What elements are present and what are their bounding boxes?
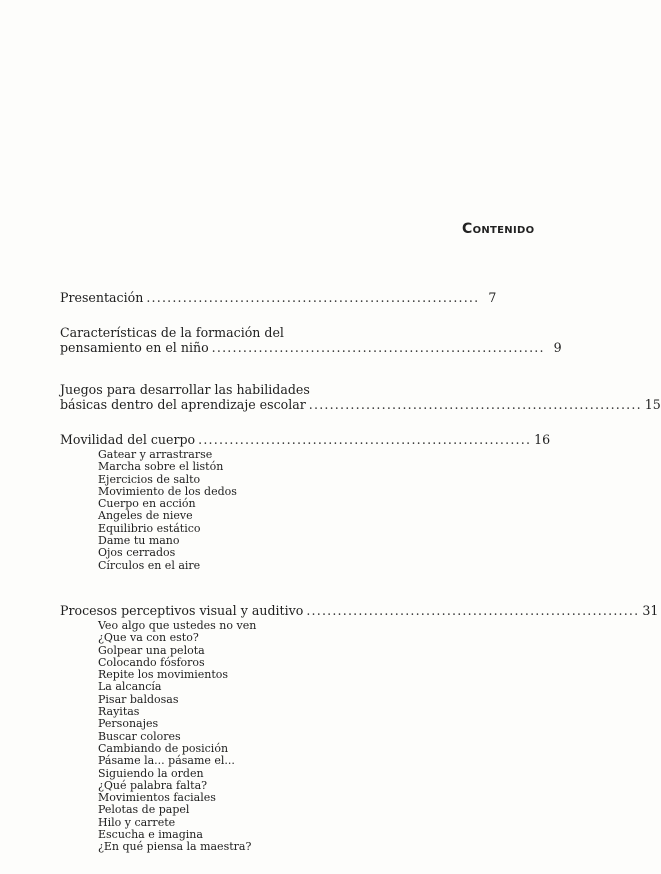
toc-entry-line (60, 602, 659, 618)
toc-subitems-list (60, 449, 374, 572)
toc-subitem: Pelotas de papel (98, 803, 190, 817)
toc-subitem: ¿Qué palabra falta? (98, 778, 208, 792)
toc-entry-line (60, 340, 562, 355)
dot-leader: ................................................................ (211, 340, 545, 355)
toc-entry-title-first-line: Juegos para desarrollar las habilidades (60, 382, 310, 397)
toc-entry-title: Movilidad del cuerpo (60, 432, 196, 447)
toc-subitem: Rayitas (98, 705, 140, 719)
toc-entry-title: Procesos perceptivos visual y auditivo (60, 602, 304, 618)
toc-subitem: Movimiento de los dedos (98, 484, 237, 498)
toc-subitem: Equilibrio estático (98, 521, 201, 535)
toc-subitem: Ejercicios de salto (98, 472, 201, 486)
toc-subitem: Círculos en el aire (98, 558, 201, 572)
page-heading: Contenido (462, 221, 535, 237)
toc-section-juegos (60, 382, 661, 412)
toc-subitem: Pisar baldosas (98, 692, 179, 706)
toc-subitem: Golpear una pelota (98, 643, 205, 657)
toc-subitem: Dame tu mano (98, 534, 180, 548)
dot-leader: ................................................................ (146, 290, 480, 305)
toc-subitem: Repite los movimientos (98, 668, 229, 682)
toc-entry-title: básicas dentro del aprendizaje escolar (60, 397, 306, 412)
toc-page-number: 7 (488, 290, 497, 305)
toc-entry-title: pensamiento en el niño (60, 340, 209, 355)
toc-entry-line (60, 290, 497, 305)
toc-subitems-list (60, 620, 374, 854)
toc-subitem: Gatear y arrastrarse (98, 448, 213, 461)
toc-subitem: La alcancía (98, 680, 162, 694)
toc-subitem: Buscar colores (98, 729, 181, 743)
toc-subitem: Marcha sobre el listón (98, 460, 224, 474)
toc-subitem: Personajes (98, 717, 159, 731)
toc-subitem: Angeles de nieve (98, 509, 193, 523)
toc-subitem: Colocando fósforos (98, 655, 205, 669)
toc-page-number: 31 (642, 602, 659, 618)
toc-subitem: Pásame la... pásame el... (98, 754, 235, 768)
toc-subitem: Cuerpo en acción (98, 497, 196, 511)
toc-subitem: Siguiendo la orden (98, 766, 204, 780)
toc-entry-line (60, 432, 551, 447)
toc-subitem: Escucha e imagina (98, 828, 203, 842)
dot-leader: ................................................................ (308, 397, 642, 412)
toc-subitem: ¿En qué piensa la maestra? (98, 840, 252, 854)
toc-subitem: Ojos cerrados (98, 546, 176, 560)
toc-subitem: Hilo y carrete (98, 815, 176, 829)
toc-section-procesos (60, 602, 659, 854)
toc-subitem: ¿Que va con esto? (98, 631, 199, 645)
table-of-contents (60, 290, 661, 874)
toc-subitem: Cambiando de posición (98, 741, 229, 755)
toc-page-number: 9 (553, 340, 562, 355)
toc-entry-line (60, 397, 661, 412)
toc-entry-title: Presentación (60, 290, 144, 305)
toc-subitem: Veo algo que ustedes no ven (98, 618, 257, 632)
toc-subitem: Movimientos faciales (98, 791, 216, 805)
toc-section-presentacion (60, 290, 497, 305)
toc-section-movilidad (60, 432, 551, 572)
toc-page-number: 15 (644, 397, 661, 412)
dot-leader: ................................................................ (198, 432, 532, 447)
dot-leader: ................................................................ (306, 602, 640, 618)
toc-page-number: 16 (534, 432, 551, 447)
toc-entry-title-first-line: Características de la formación del (60, 325, 284, 340)
toc-section-caracteristicas (60, 325, 562, 355)
